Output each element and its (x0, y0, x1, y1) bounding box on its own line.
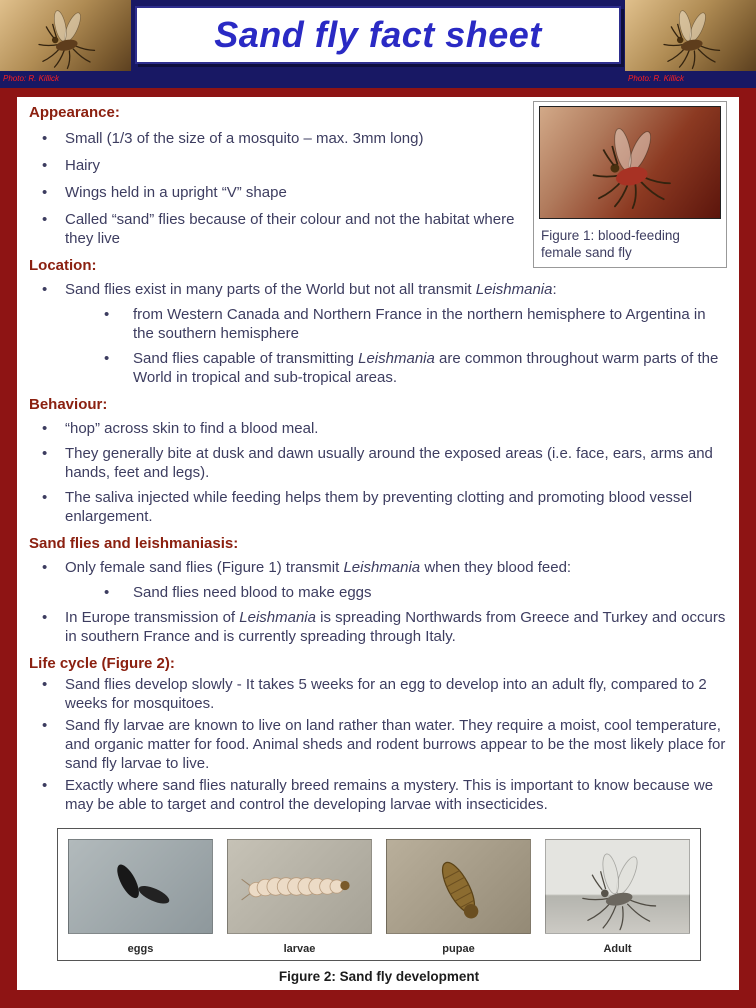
behaviour-list (29, 419, 727, 526)
list-item: • Wings held in a upright “V” shape (29, 183, 522, 202)
list-item: • Sand flies need blood to make eggs (29, 583, 727, 602)
list-item: • Hairy (29, 156, 522, 175)
section-leishmaniasis (29, 535, 727, 646)
blood-feeding-photo (539, 106, 721, 219)
header-photo-right (625, 0, 756, 88)
lifecycle-heading: Life cycle (Figure 2): (29, 655, 175, 672)
title-box (135, 6, 621, 64)
larva-icon (228, 840, 371, 933)
development-photos (68, 839, 690, 934)
section-behaviour (29, 396, 727, 526)
pupae-photo (386, 839, 531, 934)
section-lifecycle (29, 655, 727, 814)
development-stage-labels (68, 943, 690, 955)
larvae-photo (227, 839, 372, 934)
pupa-icon (387, 840, 530, 933)
behaviour-heading: Behaviour: (29, 396, 108, 413)
adult-sand-fly-icon (546, 840, 689, 933)
stage-label-adult: Adult (603, 943, 632, 955)
section-location (29, 257, 727, 387)
stage-label-larvae: larvae (283, 943, 316, 955)
location-list (29, 280, 727, 387)
eggs-photo (68, 839, 213, 934)
figure-2-box (57, 828, 701, 961)
blood-feeding-sand-fly-icon (558, 114, 702, 212)
list-item: • Called “sand” flies because of their colour and not the habitat where they live (29, 210, 522, 248)
figure-1-caption: Figure 1: blood-feeding female sand fly (541, 228, 680, 260)
leishmaniasis-list (29, 558, 727, 646)
list-item: • Sand flies exist in many parts of the World but not all transmit Leishmania: (29, 280, 727, 299)
list-item: • They generally bite at dusk and dawn usually around the exposed areas (i.e. face, ears, arms and hands, feet and legs). (29, 444, 727, 482)
lifecycle-list (29, 675, 727, 814)
figure-2-caption: Figure 2: Sand fly development (278, 969, 480, 984)
appearance-list (29, 129, 522, 248)
list-item: • Sand flies develop slowly - It takes 5 weeks for an egg to develop into an adult fly, compared to 2 weeks for mosquitoes. (29, 675, 727, 713)
list-item: • Sand flies capable of transmitting Leishmania are common throughout warm parts of the World in tropical and sub-tropical areas. (29, 349, 727, 387)
sand-fly-photo-right (625, 0, 756, 71)
page-title: Sand fly fact sheet (214, 14, 542, 55)
list-item: • “hop” across skin to find a blood meal. (29, 419, 727, 438)
list-item: • Only female sand flies (Figure 1) transmit Leishmania when they blood feed: (29, 558, 727, 577)
location-heading: Location: (29, 257, 97, 274)
photo-credit-right: Photo: R. Killick (628, 74, 685, 83)
header-band (0, 0, 756, 88)
figure-1 (533, 101, 727, 268)
sand-fly-icon (0, 0, 131, 71)
stage-label-eggs: eggs (127, 943, 154, 955)
appearance-heading: Appearance: (29, 104, 120, 121)
list-item: • The saliva injected while feeding helps them by preventing clotting and promoting blood vessel enlargement. (29, 488, 727, 526)
list-item: • from Western Canada and Northern France in the northern hemisphere to Argentina in the southern hemisphere (29, 305, 727, 343)
header-photo-left (0, 0, 131, 88)
sand-fly-icon (625, 0, 756, 71)
photo-credit-left: Photo: R. Killick (3, 74, 60, 83)
leishmaniasis-heading: Sand flies and leishmaniasis: (29, 535, 239, 552)
eggs-icon (69, 840, 212, 933)
sand-fly-photo-left (0, 0, 131, 71)
adult-photo (545, 839, 690, 934)
figure-2 (57, 828, 701, 984)
list-item: • Small (1/3 of the size of a mosquito – max. 3mm long) (29, 129, 522, 148)
list-item: • In Europe transmission of Leishmania is spreading Northwards from Greece and Turkey and occurs in southern France and is currently spreading through Italy. (29, 608, 727, 646)
stage-label-pupae: pupae (442, 943, 475, 955)
list-item: • Exactly where sand flies naturally breed remains a mystery. This is important to know because we may be able to target and control the developing larvae with insecticides. (29, 776, 727, 814)
content-panel (17, 97, 739, 990)
list-item: • Sand fly larvae are known to live on land rather than water. They require a moist, cool temperature, and organic matter for food. Animal sheds and rodent burrows appear to be the most likely place for sand fly larvae to live. (29, 716, 727, 773)
